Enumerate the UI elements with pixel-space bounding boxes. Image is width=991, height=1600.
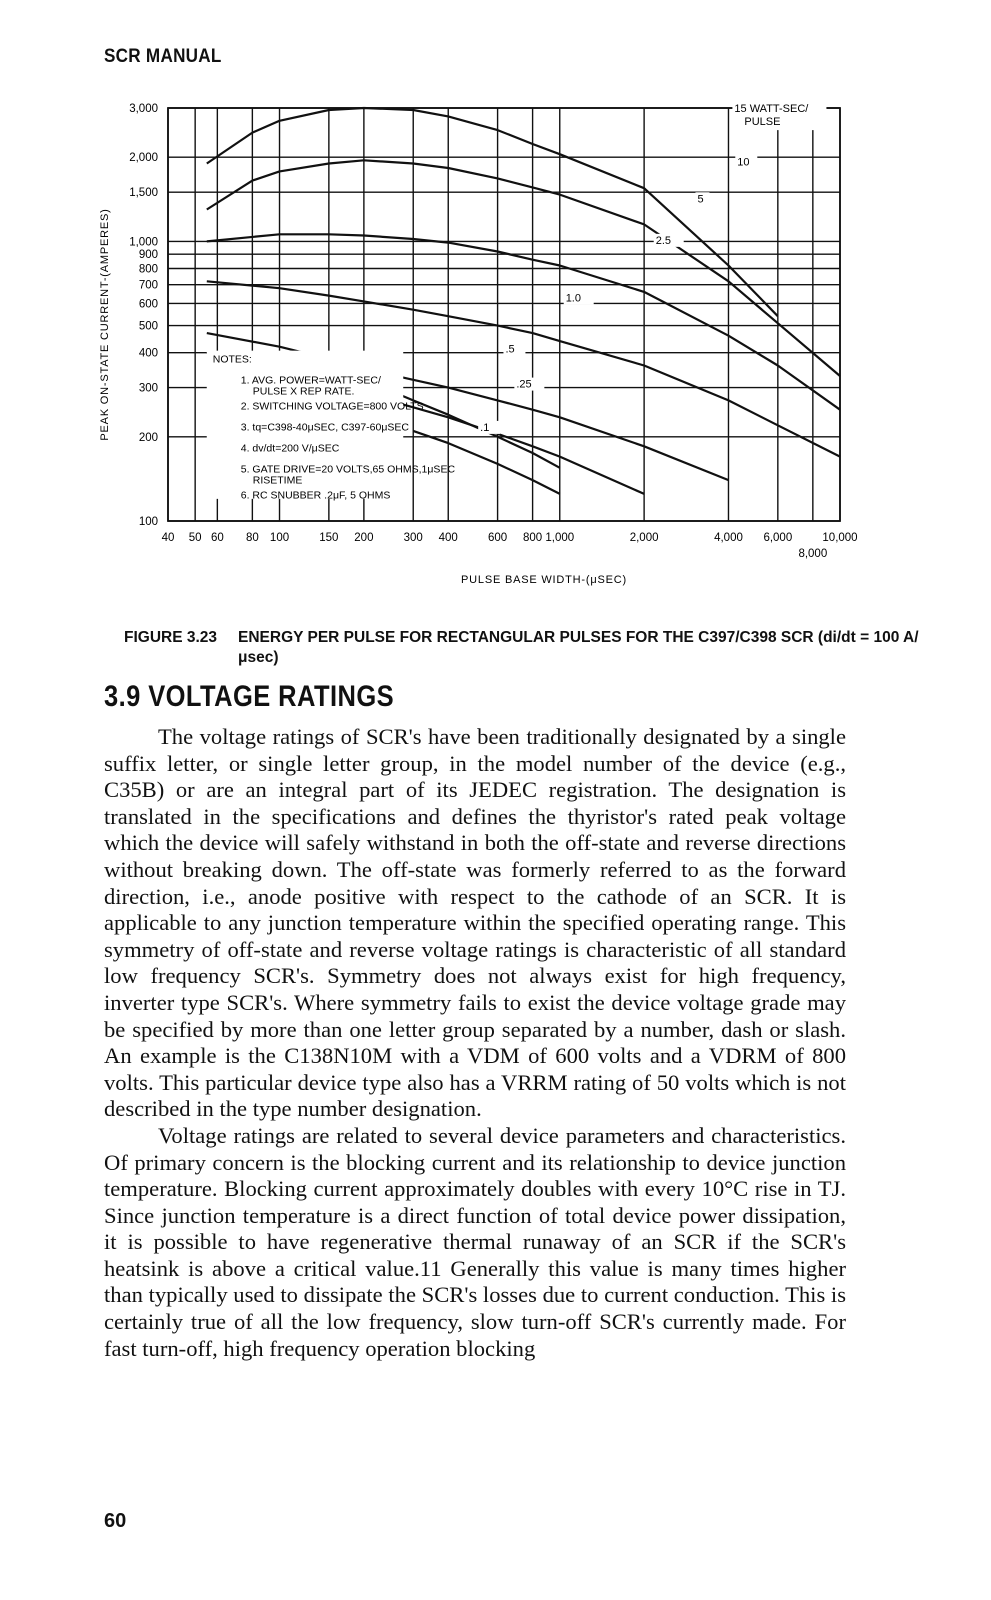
curve-label: .1 (480, 421, 490, 434)
x-tick-label: 40 (161, 532, 175, 544)
x-tick-label: 300 (403, 532, 423, 544)
curve-label: 5 (697, 193, 704, 206)
y-tick-label: 2,000 (129, 152, 158, 165)
chart-note: RISETIME (252, 474, 303, 487)
y-tick-label: 1,500 (129, 187, 158, 200)
chart-note: 3. tq=C398-40μSEC, C397-60μSEC (240, 421, 409, 434)
x-tick-label: 4,000 (714, 532, 743, 544)
x-tick-label: 6,000 (763, 532, 793, 544)
x-tick-label: 10,000 (822, 532, 858, 544)
x-tick-label: 80 (245, 532, 259, 544)
figure-number: FIGURE 3.23 (124, 629, 218, 646)
x-tick-label: 50 (188, 532, 202, 544)
y-tick-label: 500 (138, 320, 158, 333)
curve-label: .25 (516, 378, 532, 391)
x-tick-label: 100 (269, 532, 290, 544)
chart-note: 2. SWITCHING VOLTAGE=800 VOLTS (240, 400, 424, 413)
x-tick-label: 800 (523, 532, 543, 544)
body-text (104, 724, 846, 1362)
x-tick-label: 600 (487, 532, 508, 544)
y-tick-label: 300 (138, 382, 158, 395)
x-tick-label: 200 (354, 532, 374, 544)
section-title: 3.9 VOLTAGE RATINGS (104, 680, 395, 713)
curve-label: 1.0 (565, 292, 581, 305)
y-tick-label: 100 (138, 516, 158, 528)
chart-note: 5. GATE DRIVE=20 VOLTS,65 OHMS,1μSEC (240, 463, 456, 476)
x-tick-label: 400 (438, 532, 458, 544)
y-tick-label: 800 (138, 263, 158, 276)
paragraph: The voltage ratings of SCR's have been traditionally designated by a single suffix letter, or single letter group, in the model number of the device (e.g., C35B) or are an integral part of its JEDEC registration. The designation is translated in the specifications and defines the thyristor's rated peak voltage which the device will safely withstand in both the off-state and reverse directions without breaking down. The off-state was formerly referred to as the forward direction, i.e., anode positive with respect to the cathode of an SCR. It is applicable to any junction temperature within the specified operating range. This symmetry of off-state and reverse voltage ratings is characteristic of all standard low frequency SCR's. Symmetry does not always exist for high frequency, inverter type SCR's. Where symmetry fails to exist the device voltage grade may be specified by more than one letter group separated by a number, dash or slash. An example is the C138N10M with a VDM of 600 volts and a VDRM of 800 volts. This particular device type also has a VRRM rating of 50 volts which is not described in the type number designation. (104, 724, 846, 1122)
chart-notes (207, 351, 456, 502)
curve-label: 15 WATT-SEC/ (734, 103, 809, 116)
paragraph: Voltage ratings are related to several device parameters and characteristics. Of primary concern is the blocking current and its relationship to device junction temperature. Blocking current approximately doubles with every 10°C rise in TJ. Since junction temperature is a direct function of total device power dissipation, it is possible to have regenerative thermal runaway of an SCR if the SCR's heatsink is above a critical value.11 Generally this value is many times higher than typically used to dissipate the SCR's losses due to current conduction. This is certainly true of all the low frequency, slow turn-off SCR's currently made. For fast turn-off, high frequency operation blocking (104, 1122, 846, 1361)
page-number: 60 (104, 1510, 127, 1532)
y-tick-label: 1,000 (129, 236, 158, 249)
y-tick-label: 400 (138, 347, 158, 360)
x-tick-label: 60 (210, 532, 224, 544)
x-axis-title: PULSE BASE WIDTH-(μSEC) (461, 574, 627, 586)
chart-note: PULSE X REP RATE. (252, 385, 355, 398)
curve-label: PULSE (744, 116, 781, 129)
chart-note: 4. dv/dt=200 V/μSEC (240, 442, 340, 455)
y-tick-label: 200 (138, 431, 158, 444)
running-header: SCR MANUAL (104, 46, 222, 67)
energy-per-pulse-chart (0, 80, 991, 600)
y-tick-label: 900 (138, 249, 158, 262)
y-tick-label: 600 (138, 298, 158, 311)
x-tick-label: 150 (319, 532, 339, 544)
x-tick-label: 2,000 (629, 532, 659, 544)
curve-label: 2.5 (655, 234, 672, 247)
curve-label: .5 (505, 343, 515, 356)
figure-caption-text: ENERGY PER PULSE FOR RECTANGULAR PULSES FOR THE C397/C398 SCR (di/dt = 100 A/μsec) (238, 629, 919, 666)
curve-label: 10 (737, 156, 750, 169)
y-tick-label: 3,000 (129, 103, 158, 115)
y-axis-title: PEAK ON-STATE CURRENT-(AMPERES) (99, 208, 111, 441)
x-tick-label: 1,000 (545, 532, 575, 544)
chart-note: 6. RC SNUBBER .2μF, 5 OHMS (240, 489, 391, 502)
y-tick-label: 700 (138, 279, 158, 292)
curve-1 (413, 431, 560, 494)
chart-note: 1. AVG. POWER=WATT-SEC/ (240, 374, 381, 387)
chart-note: NOTES: (212, 353, 252, 366)
x-tick-label: 8,000 (798, 548, 828, 560)
